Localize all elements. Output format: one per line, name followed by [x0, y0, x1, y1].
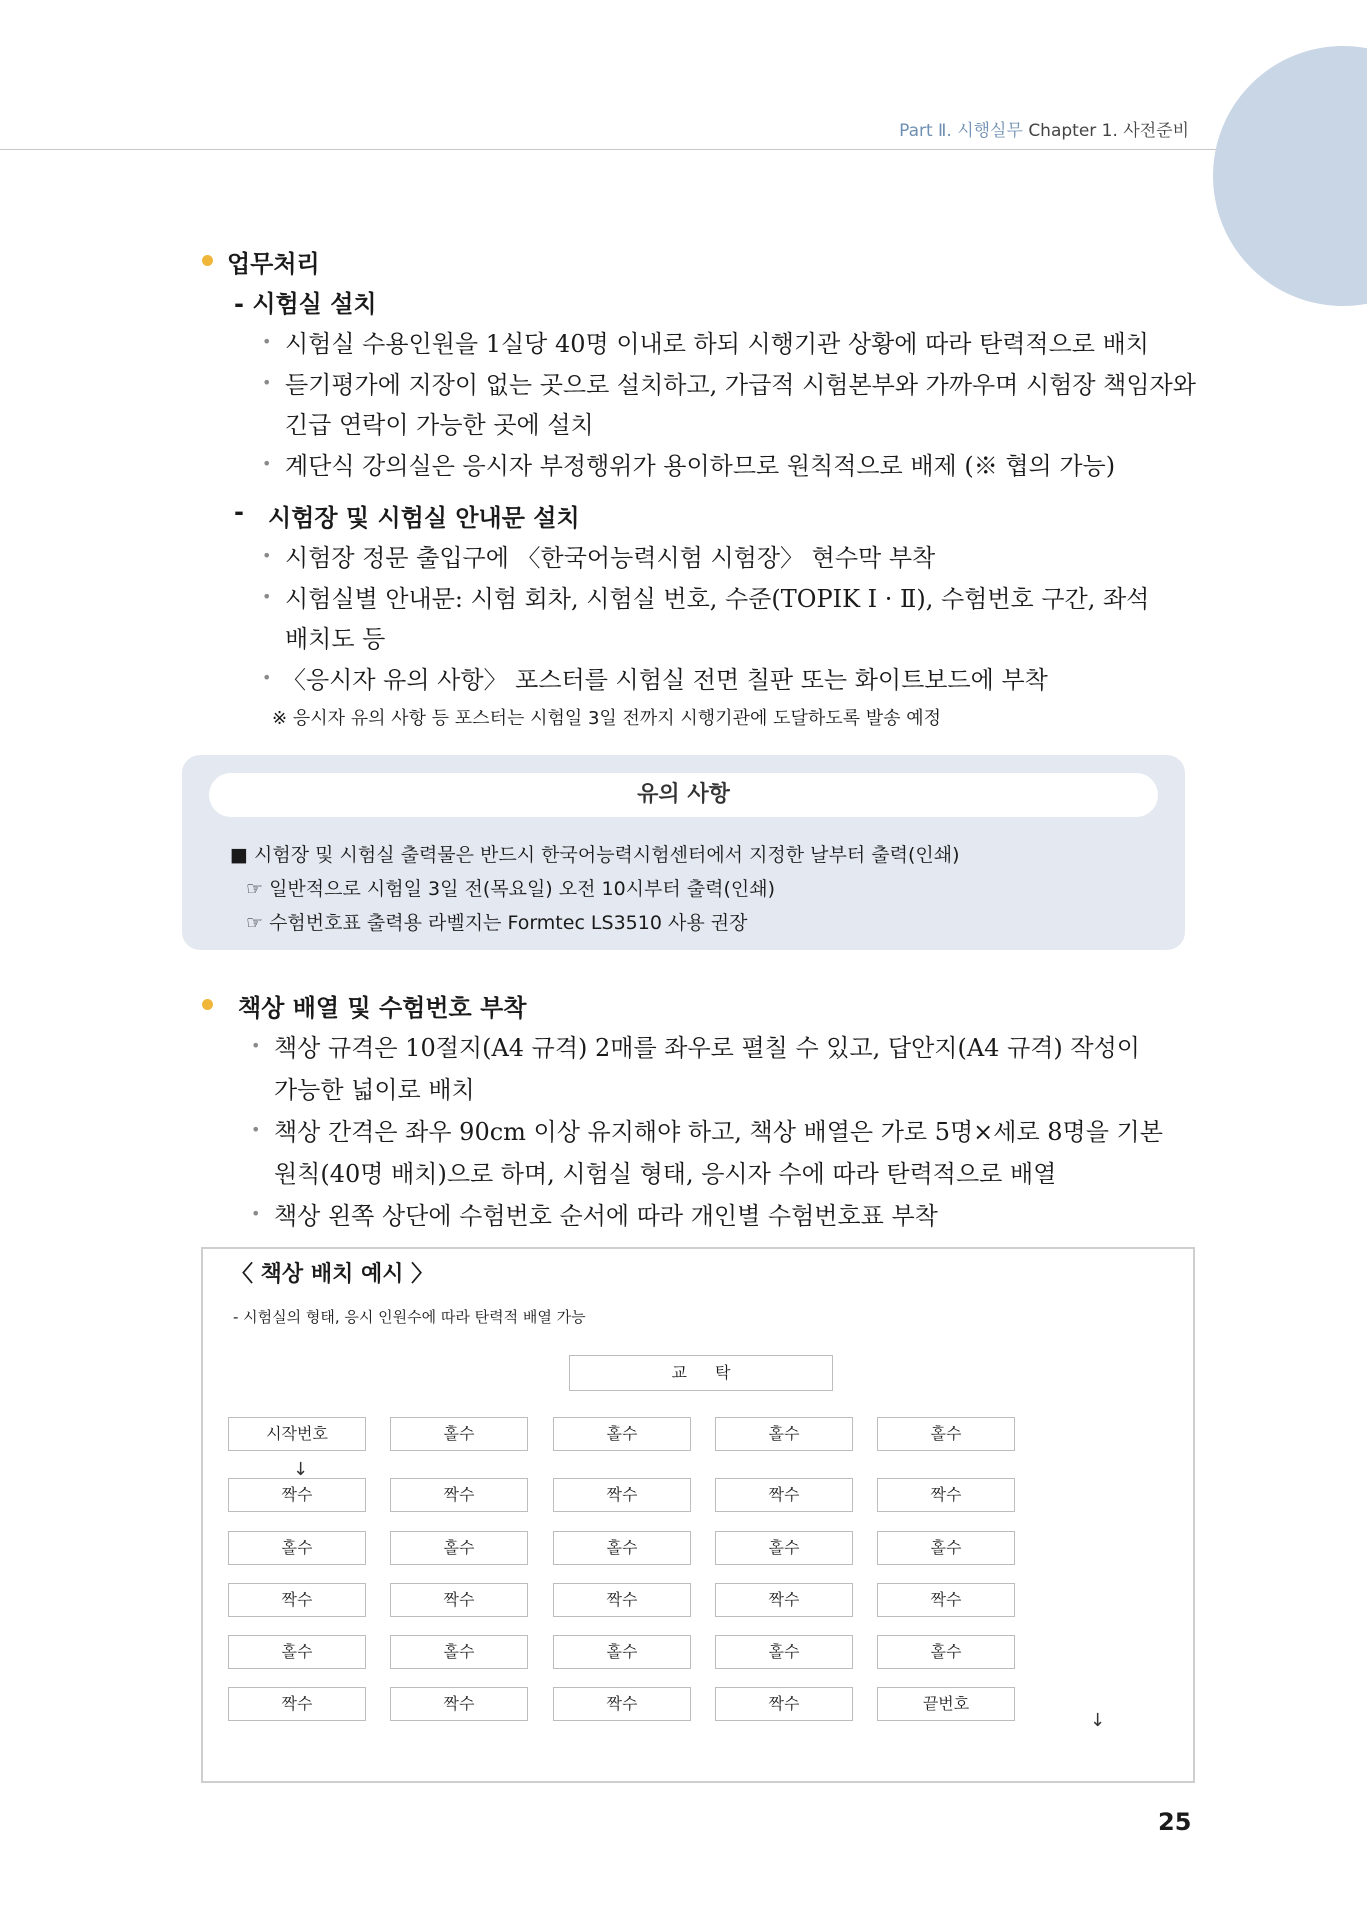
bullet-text: 시험장 정문 출입구에 〈한국어능력시험 시험장〉 현수막 부착	[285, 544, 936, 572]
desk-seat: 홀수	[553, 1417, 691, 1451]
diagram-title: 〈 책상 배치 예시 〉	[231, 1262, 434, 1287]
subsection-title-1: - 시험실 설치	[234, 290, 377, 318]
note-text: ※ 응시자 유의 사항 등 포스터는 시험일 3일 전까지 시행기관에 도달하도록 발송 예정	[272, 708, 941, 729]
desk-seat: 짝수	[553, 1478, 691, 1512]
section-title-1: 업무처리	[227, 250, 320, 278]
corner-decoration	[1213, 46, 1367, 306]
desk-seat: 짝수	[228, 1583, 366, 1617]
diagram-subtitle: - 시험실의 형태, 응시 인원수에 따라 탄력적 배열 가능	[233, 1308, 586, 1326]
bullet-dot-icon	[202, 255, 213, 266]
desk-seat: 짝수	[715, 1583, 853, 1617]
desk-seat: 홀수	[390, 1531, 528, 1565]
desk-seat: 홀수	[390, 1635, 528, 1669]
bullet-text: 듣기평가에 지장이 없는 곳으로 설치하고, 가급적 시험본부와 가까우며 시험장 책임자와	[285, 371, 1196, 399]
bullet-text-continued: 긴급 연락이 가능한 곳에 설치	[285, 411, 594, 439]
bullet-text: 책상 규격은 10절지(A4 규격) 2매를 좌우로 펼칠 수 있고, 답안지(A4 규격) 작성이	[274, 1034, 1140, 1062]
bullet-icon: •	[251, 1120, 261, 1139]
notice-box	[182, 755, 1185, 950]
notice-sub-2: ☞ 수험번호표 출력용 라벨지는 Formtec LS3510 사용 권장	[246, 912, 748, 934]
bullet-icon: •	[262, 668, 272, 687]
bullet-text: 계단식 강의실은 응시자 부정행위가 용이하므로 원칙적으로 배제 (※ 협의 가능)	[285, 452, 1116, 480]
desk-seat: 홀수	[553, 1635, 691, 1669]
desk-seat: 홀수	[228, 1635, 366, 1669]
bullet-text: 시험실별 안내문: 시험 회차, 시험실 번호, 수준(TOPIK Ⅰ · Ⅱ), 수험번호 구간, 좌석	[285, 585, 1150, 613]
desk-seat: 짝수	[715, 1478, 853, 1512]
subsection-title-2: 시험장 및 시험실 안내문 설치	[268, 504, 580, 532]
bullet-icon: •	[251, 1036, 261, 1055]
notice-sub-1: ☞ 일반적으로 시험일 3일 전(목요일) 오전 10시부터 출력(인쇄)	[246, 878, 776, 900]
bullet-text-continued: 배치도 등	[285, 625, 386, 653]
desk-seat: 짝수	[553, 1687, 691, 1721]
desk-seat: 짝수	[877, 1478, 1015, 1512]
bullet-text: 책상 간격은 좌우 90cm 이상 유지해야 하고, 책상 배열은 가로 5명×세로 8명을 기본	[274, 1118, 1163, 1146]
bullet-icon: •	[262, 373, 272, 392]
podium: 교탁	[569, 1355, 833, 1391]
bullet-text: 시험실 수용인원을 1실당 40명 이내로 하되 시행기관 상황에 따라 탄력적으로 배치	[285, 330, 1149, 358]
page-number: 25	[1158, 1808, 1192, 1836]
desk-seat: 짝수	[390, 1478, 528, 1512]
bullet-text-continued: 가능한 넓이로 배치	[274, 1076, 475, 1104]
desk-seat: 홀수	[877, 1417, 1015, 1451]
desk-seat: 짝수	[390, 1687, 528, 1721]
header-part: Part Ⅱ. 시행실무	[899, 121, 1023, 141]
bullet-icon: •	[262, 546, 272, 565]
desk-seat: 홀수	[877, 1635, 1015, 1669]
bullet-text: 〈응시자 유의 사항〉 포스터를 시험실 전면 칠판 또는 화이트보드에 부착	[282, 666, 1048, 694]
bullet-icon: •	[262, 454, 272, 473]
section-title-2: 책상 배열 및 수험번호 부착	[238, 994, 527, 1022]
desk-seat: 홀수	[715, 1417, 853, 1451]
running-header	[899, 116, 1189, 141]
desk-seat: 홀수	[228, 1531, 366, 1565]
subsection-dash: -	[234, 498, 244, 526]
bullet-icon: •	[251, 1204, 261, 1223]
notice-main: ■ 시험장 및 시험실 출력물은 반드시 한국어능력시험센터에서 지정한 날부터 출력(인쇄)	[230, 844, 960, 866]
desk-seat: 짝수	[715, 1687, 853, 1721]
end-arrow-icon: ↓	[1090, 1710, 1106, 1731]
desk-seat: 홀수	[390, 1417, 528, 1451]
desk-seat: 짝수	[228, 1478, 366, 1512]
desk-seat: 홀수	[715, 1635, 853, 1669]
desk-seat: 홀수	[877, 1531, 1015, 1565]
desk-seat: 시작번호	[228, 1417, 366, 1451]
bullet-icon: •	[262, 332, 272, 351]
bullet-text-continued: 원칙(40명 배치)으로 하며, 시험실 형태, 응시자 수에 따라 탄력적으로 배열	[274, 1160, 1057, 1188]
desk-seat: 홀수	[553, 1531, 691, 1565]
desk-seat: 짝수	[877, 1583, 1015, 1617]
desk-seat: 짝수	[390, 1583, 528, 1617]
header-chapter: Chapter 1. 사전준비	[1028, 121, 1189, 141]
header-divider	[0, 149, 1216, 150]
bullet-text: 책상 왼쪽 상단에 수험번호 순서에 따라 개인별 수험번호표 부착	[274, 1202, 938, 1230]
desk-seat: 짝수	[553, 1583, 691, 1617]
desk-seat: 끝번호	[877, 1687, 1015, 1721]
bullet-dot-icon	[202, 999, 213, 1010]
bullet-icon: •	[262, 587, 272, 606]
desk-seat: 홀수	[715, 1531, 853, 1565]
desk-layout-diagram	[201, 1247, 1195, 1783]
desk-seat: 짝수	[228, 1687, 366, 1721]
start-arrow-icon: ↓	[293, 1459, 309, 1480]
notice-title: 유의 사항	[209, 773, 1158, 817]
